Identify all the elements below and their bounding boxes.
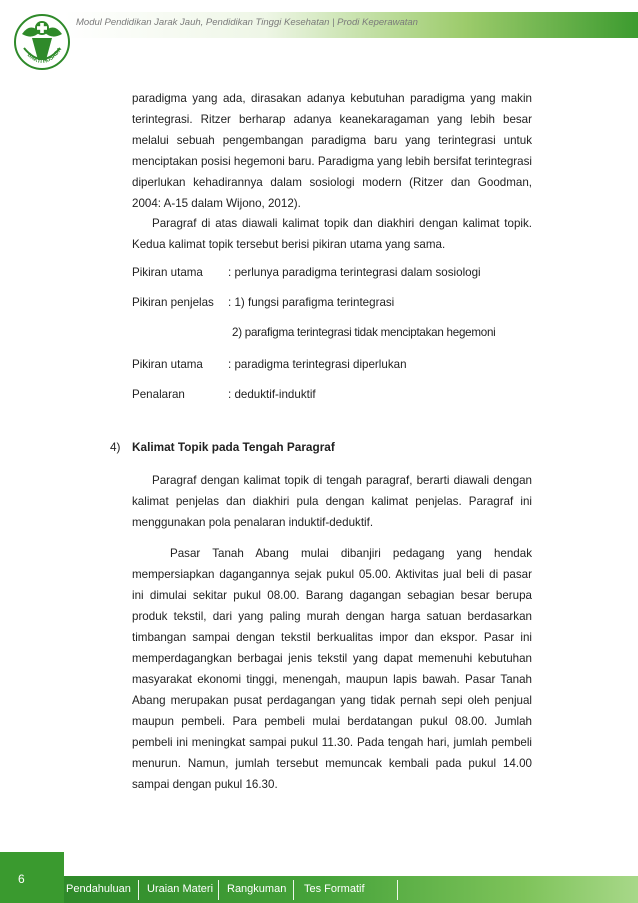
section-number: 4) — [110, 440, 121, 454]
analysis-key: Pikiran utama — [132, 358, 203, 371]
paragraph-example: Pasar Tanah Abang mulai dibanjiri pedagang yang hendak mempersiapkan dagangannya sejak pukul 05.00. Aktivitas jual beli di pasar ini dimulai sekitar pukul 08.00. Barang dagangan sebagian besar berupa produk tekstil, dari yang paling murah dengan harga satuan berdasarkan timbangan sampai dengan tekstil berkualitas impor dan ekspor. Pasar ini memperdagangkan berbagai jenis tekstil yang dapat memenuhi kebutuhan masyarakat ekonomi tinggi, menengah, maupun lapis bawah. Pasar Tanah Abang merupakan pusat perdagangan yang tidak pernah sepi oleh penjual maupun pembeli. Para pembeli mulai berdatangan pukul 08.00. Jumlah pembeli ini meningkat sampai pukul 11.30. Pada tengah hari, jumlah pembeli menurun. Namun, jumlah tersebut memuncak kembali pada pukul 14.00 sampai dengan pukul 16.30. — [132, 547, 532, 791]
nav-rangkuman[interactable]: Rangkuman — [227, 883, 287, 895]
section-title: Kalimat Topik pada Tengah Paragraf — [132, 440, 335, 454]
paragraph-ritzer: paradigma yang ada, dirasakan adanya kebutuhan paradigma yang makin terintegrasi. Ritzer berharap adanya keanekaragaman yang lebih besar melalui sebuah pengembangan paradigma baru yang terintegrasi untuk menciptakan posisi hegemoni baru. Paradigma yang lebih bersifat terintegrasi diperlukan kehadirannya dalam sosiologi modern (Ritzer dan Goodman, 2004: A-15 dalam Wijono, 2012). — [132, 92, 532, 210]
nav-divider — [397, 880, 398, 900]
analysis-value: : perlunya paradigma terintegrasi dalam sosiologi — [228, 266, 481, 279]
paragraph-definition: Paragraf dengan kalimat topik di tengah paragraf, berarti diawali dengan kalimat penjelas dan diakhiri pula dengan kalimat penjelas. Paragraf ini menggunakan pola penalaran induktif-deduktif. — [132, 474, 532, 529]
nav-uraian-materi[interactable]: Uraian Materi — [147, 883, 214, 895]
page-number: 6 — [18, 872, 25, 886]
running-title: Modul Pendidikan Jarak Jauh, Pendidikan Tinggi Kesehatan | Prodi Keperawatan — [76, 17, 418, 28]
analysis-value: : deduktif-induktif — [228, 388, 316, 401]
page-number-box — [0, 852, 64, 903]
analysis-value: : 1) fungsi parafigma terintegrasi — [228, 296, 395, 309]
analysis-key: Pikiran penjelas — [132, 296, 214, 309]
nav-divider — [138, 880, 139, 900]
nav-pendahuluan[interactable]: Pendahuluan — [66, 883, 131, 895]
analysis-key: Penalaran — [132, 388, 185, 401]
analysis-value: 2) parafigma terintegrasi tidak menciptakan hegemoni — [232, 326, 496, 339]
nav-tes-formatif[interactable]: Tes Formatif — [304, 883, 365, 895]
paragraph-explanation: Paragraf di atas diawali kalimat topik dan diakhiri dengan kalimat topik. Kedua kalimat topik tersebut berisi pikiran utama yang sama. — [132, 217, 532, 251]
bakti-husada-logo — [12, 8, 72, 80]
nav-divider — [218, 880, 219, 900]
nav-divider — [293, 880, 294, 900]
analysis-value: : paradigma terintegrasi diperlukan — [228, 358, 407, 371]
analysis-key: Pikiran utama — [132, 266, 203, 279]
svg-text:BAKTI HUSADA: BAKTI HUSADA — [25, 46, 64, 66]
